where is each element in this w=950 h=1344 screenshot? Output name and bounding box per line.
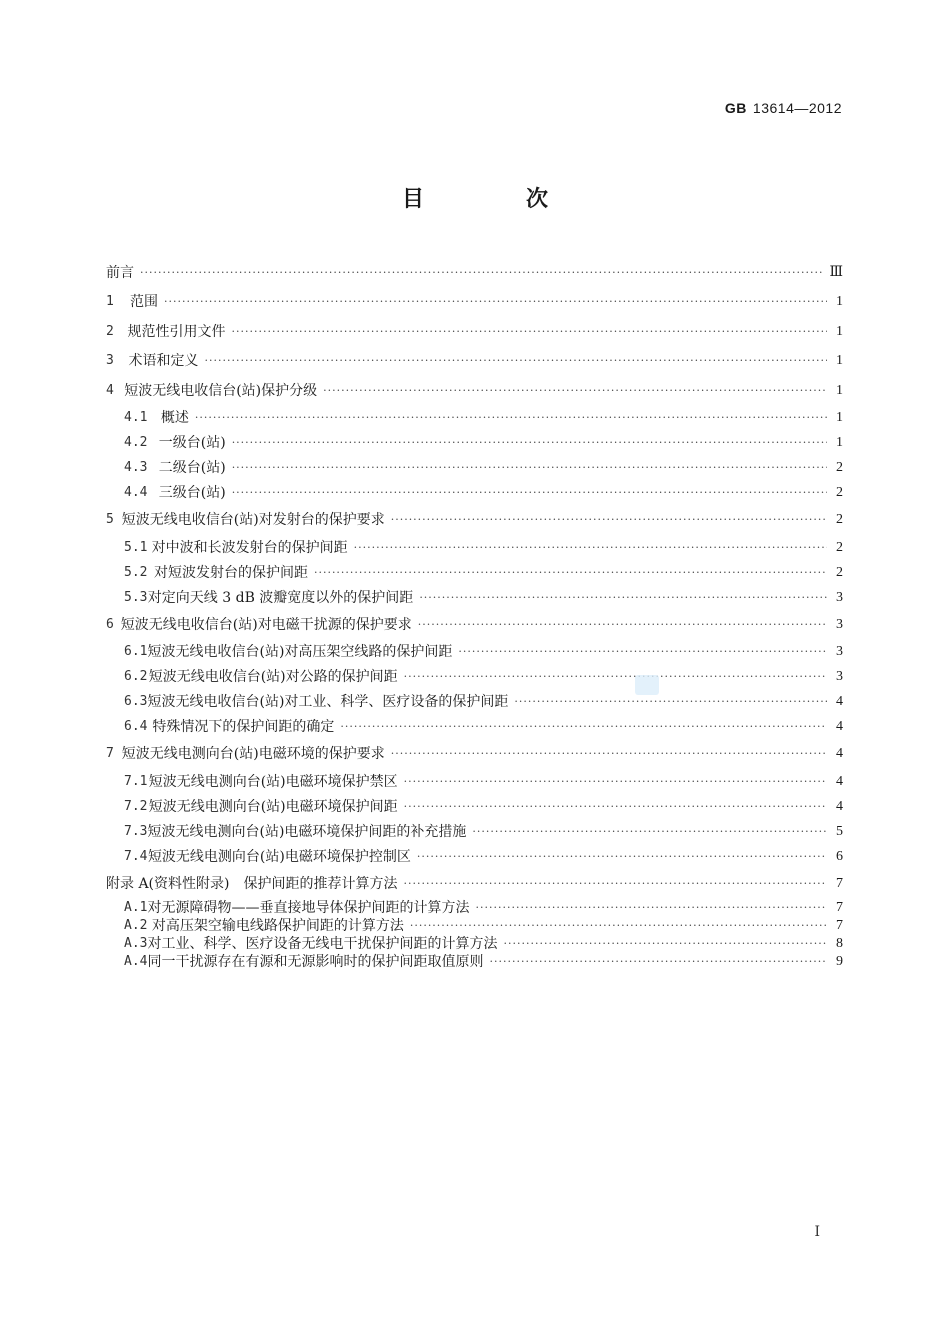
toc-entry-page: 1 xyxy=(836,323,843,339)
toc-entry-page: 3 xyxy=(836,616,843,632)
toc-entry[interactable] xyxy=(106,869,843,899)
toc-entry-label: 短波无线电测向台(站)电磁环境保护间距的补充措施 xyxy=(147,823,467,840)
toc-entry-page: Ⅲ xyxy=(829,264,843,280)
toc-leader-dots xyxy=(323,382,827,400)
toc-entry-label: 术语和定义 xyxy=(128,353,199,370)
standard-number xyxy=(725,100,842,116)
toc-entry-number: 7.2 xyxy=(124,798,148,814)
toc-leader-dots xyxy=(232,484,827,502)
toc-entry-page: 7 xyxy=(836,875,843,891)
toc-leader-dots xyxy=(514,693,827,711)
toc-entry[interactable] xyxy=(106,715,843,740)
toc-entry-label: 短波无线电收信台(站)保护分级 xyxy=(124,382,318,399)
toc-entry[interactable] xyxy=(106,376,843,406)
toc-leader-dots xyxy=(403,875,827,893)
toc-entry[interactable] xyxy=(106,535,843,560)
toc-entry-page: 2 xyxy=(836,564,843,580)
toc-entry[interactable] xyxy=(106,953,843,971)
toc-entry[interactable] xyxy=(106,769,843,794)
toc-entry-label: 规范性引用文件 xyxy=(127,323,226,340)
toc-entry-number: 5 xyxy=(106,512,114,528)
toc-entry-label: 一级台(站) xyxy=(158,435,226,451)
toc-entry-number: 6 xyxy=(106,616,114,632)
toc-leader-dots xyxy=(354,539,827,557)
toc-leader-dots xyxy=(419,589,827,607)
toc-entry-page: 2 xyxy=(836,460,843,475)
toc-entry-page: 4 xyxy=(836,746,843,762)
toc-entry[interactable] xyxy=(106,585,843,610)
toc-entry[interactable] xyxy=(106,258,843,288)
toc-leader-dots xyxy=(475,899,827,917)
toc-entry[interactable] xyxy=(106,481,843,506)
toc-entry-label: 对无源障碍物——垂直接地导体保护间距的计算方法 xyxy=(147,899,470,916)
toc-leader-dots xyxy=(140,264,823,282)
toc-entry[interactable] xyxy=(106,844,843,869)
toc-entry-page: 7 xyxy=(836,899,843,915)
toc-entry-number: 2 xyxy=(106,323,114,339)
toc-entry-page: 1 xyxy=(836,410,843,425)
toc-entry-number: 4.4 xyxy=(124,485,148,500)
toc-entry[interactable] xyxy=(106,456,843,481)
toc-leader-dots xyxy=(205,352,828,370)
toc-entry-label: 短波无线电收信台(站)对工业、科学、医疗设备的保护间距 xyxy=(147,694,509,710)
toc-entry-page: 1 xyxy=(836,435,843,450)
toc-entry-page: 9 xyxy=(836,953,843,969)
toc-entry-number: 3 xyxy=(106,353,114,369)
toc-entry[interactable] xyxy=(106,560,843,585)
toc-entry-page: 2 xyxy=(836,512,843,528)
toc-leader-dots xyxy=(232,459,827,477)
toc-entry-label: 短波无线电收信台(站)对电磁干扰源的保护要求 xyxy=(120,616,412,633)
toc-entry[interactable] xyxy=(106,406,843,431)
toc-leader-dots xyxy=(418,616,827,634)
toc-entry-label: 对中波和长波发射台的保护间距 xyxy=(151,539,348,556)
toc-entry[interactable] xyxy=(106,640,843,665)
toc-entry-label: 特殊情况下的保护间距的确定 xyxy=(152,719,335,735)
toc-entry-page: 3 xyxy=(836,669,843,684)
toc-entry-label: 短波无线电测向台(站)电磁环境保护禁区 xyxy=(148,773,398,790)
toc-leader-dots xyxy=(314,564,827,582)
toc-leader-dots xyxy=(417,848,827,866)
toc-entry[interactable] xyxy=(106,317,843,347)
toc-entry[interactable] xyxy=(106,917,843,935)
toc-entry[interactable] xyxy=(106,347,843,377)
page-folio: Ⅰ xyxy=(814,1225,820,1240)
toc-entry-label: 短波无线电收信台(站)对公路的保护间距 xyxy=(148,669,398,685)
toc-leader-dots xyxy=(410,917,827,935)
toc-entry-number: 7.4 xyxy=(124,848,148,864)
toc-entry-number: 4.2 xyxy=(124,435,148,450)
toc-title: 目 次 xyxy=(401,187,588,212)
table-of-contents xyxy=(106,258,843,971)
toc-entry-number: 6.4 xyxy=(124,719,148,734)
toc-entry-label: 对定向天线 3 dB 波瓣宽度以外的保护间距 xyxy=(147,589,414,606)
toc-entry-label: 短波无线电测向台(站)电磁环境保护间距 xyxy=(148,798,398,815)
toc-entry-page: 2 xyxy=(836,485,843,500)
toc-leader-dots xyxy=(232,434,827,452)
toc-entry-page: 2 xyxy=(836,539,843,555)
toc-entry[interactable] xyxy=(106,899,843,917)
toc-entry[interactable] xyxy=(106,288,843,318)
toc-entry-number: 6.3 xyxy=(124,694,148,709)
toc-leader-dots xyxy=(391,511,827,529)
toc-entry-page: 6 xyxy=(836,848,843,864)
toc-entry-number: 1 xyxy=(106,294,114,310)
watermark-mark xyxy=(635,675,659,695)
toc-entry-number: A.2 xyxy=(124,917,148,933)
toc-entry-number: 5.1 xyxy=(124,539,148,555)
toc-leader-dots xyxy=(472,823,827,841)
toc-entry-label: 对短波发射台的保护间距 xyxy=(153,564,308,581)
toc-entry-label: 短波无线电收信台(站)对发射台的保护要求 xyxy=(121,512,385,529)
standard-code: 13614—2012 xyxy=(752,100,842,116)
toc-entry-number: 5.3 xyxy=(124,589,148,605)
toc-entry[interactable] xyxy=(106,935,843,953)
toc-entry-page: 1 xyxy=(836,353,843,369)
toc-leader-dots xyxy=(404,668,827,686)
toc-entry[interactable] xyxy=(106,794,843,819)
toc-entry[interactable] xyxy=(106,665,843,690)
toc-leader-dots xyxy=(458,643,827,661)
toc-entry-label: 概述 xyxy=(160,410,189,426)
toc-entry-number: 5.2 xyxy=(124,564,148,580)
toc-entry-page: 4 xyxy=(836,694,843,709)
toc-leader-dots xyxy=(489,953,827,971)
toc-entry-label: 短波无线电收信台(站)对高压架空线路的保护间距 xyxy=(147,644,453,660)
toc-entry[interactable] xyxy=(106,506,843,536)
toc-entry-label: 对工业、科学、医疗设备无线电干扰保护间距的计算方法 xyxy=(147,935,498,952)
toc-entry[interactable] xyxy=(106,819,843,844)
toc-entry-number: 4.1 xyxy=(124,410,148,425)
toc-entry-label: 范围 xyxy=(129,294,158,311)
toc-entry-label: 前言 xyxy=(106,264,134,281)
toc-entry-number: 7.1 xyxy=(124,773,148,789)
toc-entry-page: 8 xyxy=(836,935,843,951)
toc-entry-number: A.1 xyxy=(124,899,148,915)
toc-leader-dots xyxy=(164,293,827,311)
toc-entry-label: 二级台(站) xyxy=(158,460,226,476)
toc-entry-page: 4 xyxy=(836,773,843,789)
toc-entry[interactable] xyxy=(106,740,843,770)
toc-entry-number: 7 xyxy=(106,746,114,762)
toc-entry-label: 附录 A(资料性附录) 保护间距的推荐计算方法 xyxy=(106,875,398,892)
toc-entry-label: 三级台(站) xyxy=(158,485,226,501)
toc-entry-page: 5 xyxy=(836,823,843,839)
toc-entry-label: 短波无线电测向台(站)电磁环境的保护要求 xyxy=(121,746,385,763)
toc-leader-dots xyxy=(404,773,827,791)
toc-entry[interactable] xyxy=(106,690,843,715)
toc-leader-dots xyxy=(391,745,827,763)
toc-entry-page: 7 xyxy=(836,917,843,933)
toc-entry-label: 对高压架空输电线路保护间距的计算方法 xyxy=(151,917,404,934)
standard-prefix: GB xyxy=(724,100,747,116)
toc-leader-dots xyxy=(340,718,827,736)
toc-entry-page: 4 xyxy=(836,798,843,814)
toc-entry[interactable] xyxy=(106,431,843,456)
toc-entry-number: 4 xyxy=(106,382,114,398)
toc-entry-number: A.4 xyxy=(124,953,148,969)
toc-leader-dots xyxy=(503,935,827,953)
toc-entry-number: 6.2 xyxy=(124,669,148,684)
toc-entry-label: 短波无线电测向台(站)电磁环境保护控制区 xyxy=(147,848,411,865)
toc-leader-dots xyxy=(195,409,827,427)
toc-entry-page: 3 xyxy=(836,644,843,659)
toc-entry-page: 3 xyxy=(836,589,843,605)
toc-entry-page: 1 xyxy=(836,382,843,398)
toc-entry-number: A.3 xyxy=(124,935,148,951)
toc-entry-number: 7.3 xyxy=(124,823,148,839)
toc-leader-dots xyxy=(232,323,827,341)
toc-entry-page: 4 xyxy=(836,719,843,734)
toc-entry-label: 同一干扰源存在有源和无源影响时的保护间距取值原则 xyxy=(147,953,484,970)
toc-leader-dots xyxy=(404,798,827,816)
toc-entry-page: 1 xyxy=(836,294,843,310)
toc-entry[interactable] xyxy=(106,610,843,640)
toc-entry-number: 6.1 xyxy=(124,644,148,659)
toc-entry-number: 4.3 xyxy=(124,460,148,475)
